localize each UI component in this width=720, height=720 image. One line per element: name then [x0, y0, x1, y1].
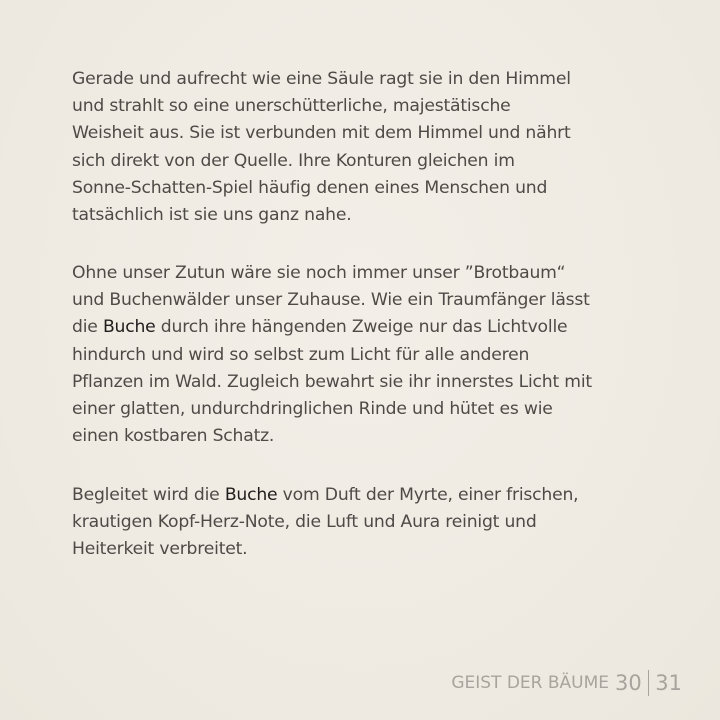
page-footer: [451, 670, 682, 696]
text-line: hindurch und wird so selbst zum Licht für alle anderen: [72, 344, 530, 365]
text-segment: die: [72, 317, 103, 338]
text-line: einer glatten, undurchdringlichen Rinde und hütet es wie: [72, 399, 553, 420]
book-title: GEIST DER BÄUME: [451, 673, 610, 693]
page-number-right: 31: [655, 671, 682, 695]
paragraph-3: [72, 482, 578, 564]
text-line: einen kostbaren Schatz.: [72, 426, 275, 447]
text-line: Ohne unser Zutun wäre sie noch immer unser ”Brotbaum“: [72, 263, 566, 283]
paragraph-1: [72, 66, 571, 229]
text-line: Weisheit aus. Sie ist verbunden mit dem Himmel und nährt: [72, 123, 571, 144]
divider: [648, 670, 650, 696]
text-line: Pflanzen im Wald. Zugleich bewahrt sie ihr innerstes Licht mit: [72, 371, 592, 392]
text-line: Sonne-Schatten-Spiel häufig denen eines Menschen und: [72, 177, 548, 198]
text-line: [72, 482, 578, 509]
text-segment: durch ihre hängenden Zweige nur das Lichtvolle: [155, 317, 568, 338]
text-line: krautigen Kopf-Herz-Note, die Luft und Aura reinigt und: [72, 512, 537, 533]
text-segment: vom Duft der Myrte, einer frischen,: [277, 485, 579, 505]
highlight-word: Buche: [102, 317, 156, 338]
paragraph-2: [72, 260, 592, 450]
text-line: Gerade und aufrecht wie eine Säule ragt sie in den Himmel: [72, 69, 571, 89]
text-line: und Buchenwälder unser Zuhause. Wie ein Traumfänger lässt: [72, 290, 590, 311]
text-line: Heiterkeit verbreitet.: [72, 539, 248, 560]
page-number-left: 30: [615, 671, 642, 695]
text-line: tatsächlich ist sie uns ganz nahe.: [72, 205, 352, 226]
highlight-word: Buche: [224, 485, 278, 505]
text-line: und strahlt so eine unerschütterliche, majestätische: [72, 96, 511, 117]
text-line: [72, 314, 592, 341]
text-line: sich direkt von der Quelle. Ihre Konturen gleichen im: [72, 150, 515, 171]
text-segment: Begleitet wird die: [72, 485, 225, 505]
